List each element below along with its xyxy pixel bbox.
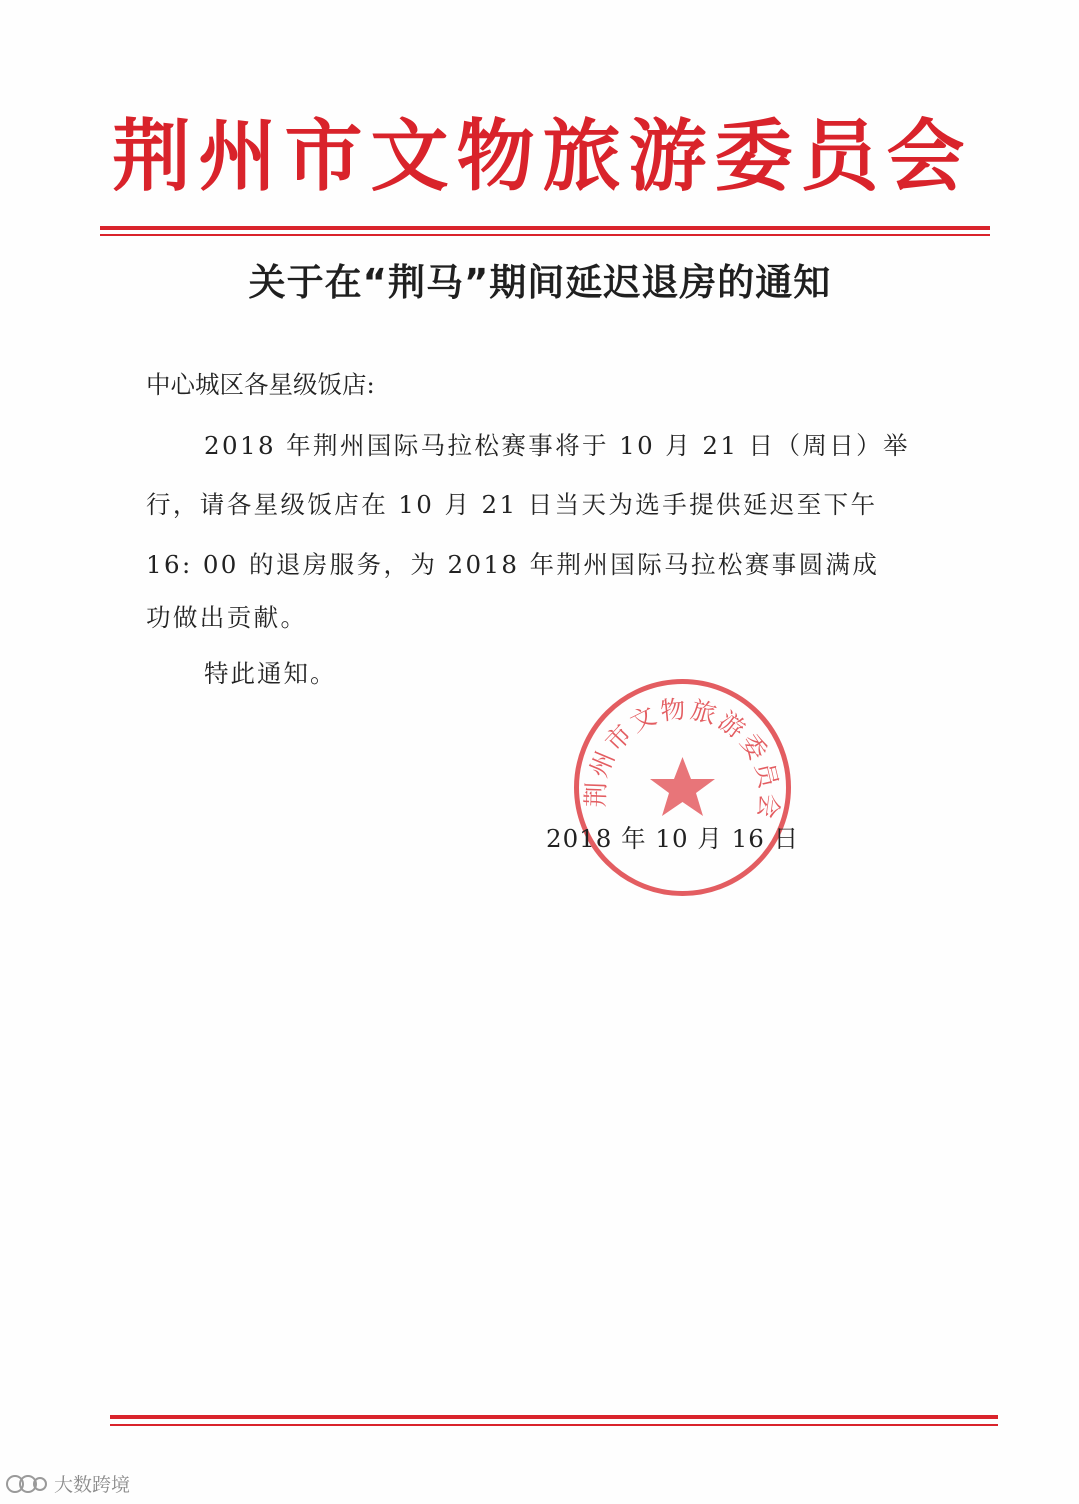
seal-text: 荆州市文物旅游委员会 bbox=[581, 694, 785, 824]
star-icon bbox=[650, 757, 715, 816]
watermark bbox=[4, 1470, 130, 1497]
notice-body-line: 2018 年荆州国际马拉松赛事将于 10 月 21 日（周日）举 bbox=[204, 431, 910, 460]
footer-rule-thick bbox=[110, 1415, 998, 1419]
footer-rule-thin bbox=[110, 1424, 998, 1426]
official-seal bbox=[570, 675, 795, 900]
notice-body-line: 行，请各星级饭店在 10 月 21 日当天为选手提供延迟至下午 bbox=[146, 490, 878, 519]
notice-body-line: 16: 00 的退房服务，为 2018 年荆州国际马拉松赛事圆满成 bbox=[146, 550, 880, 579]
watermark-text: 大数跨境 bbox=[54, 1474, 131, 1496]
letterhead-rule-thin bbox=[100, 234, 990, 236]
letterhead-rule-thick bbox=[100, 226, 990, 230]
letterhead-organization: 荆州市文物旅游委员会 bbox=[112, 111, 973, 202]
notice-date: 2018 年 10 月 16 日 bbox=[546, 824, 800, 853]
notice-title: 关于在“荆马”期间延迟退房的通知 bbox=[248, 261, 832, 304]
notice-closing: 特此通知。 bbox=[204, 659, 337, 688]
notice-salutation: 中心城区各星级饭店: bbox=[146, 370, 375, 399]
notice-body-line: 功做出贡献。 bbox=[146, 603, 308, 632]
watermark-logo-icon bbox=[4, 1471, 48, 1497]
